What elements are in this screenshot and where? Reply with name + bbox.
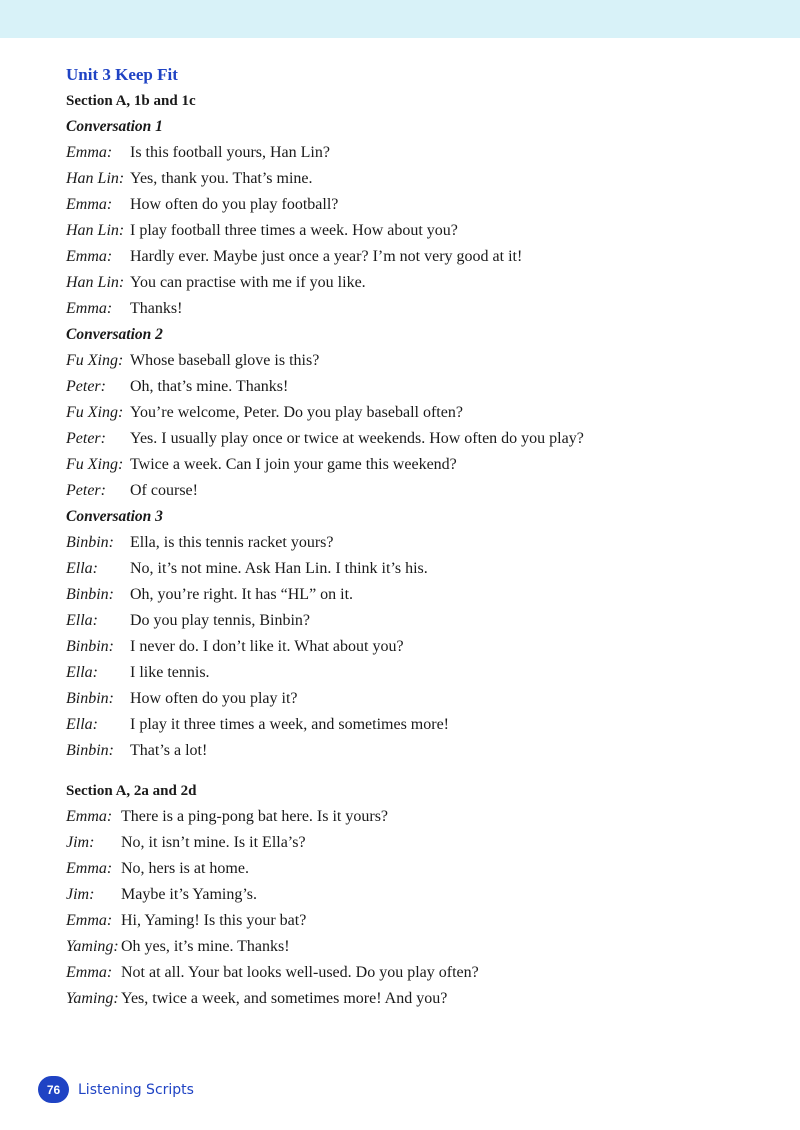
dialogue-text: Yes, thank you. That’s mine. (130, 170, 313, 187)
dialogue-line (66, 686, 766, 712)
dialogue-line (66, 374, 766, 400)
footer-title: Listening Scripts (78, 1081, 194, 1098)
dialogue-line (66, 830, 766, 856)
speaker-name: Han Lin: (66, 170, 125, 187)
dialogue-text: You’re welcome, Peter. Do you play baseball often? (130, 404, 463, 421)
dialogue-line (66, 960, 766, 986)
speaker-name: Emma: (66, 964, 113, 981)
dialogue-text: No, it’s not mine. Ask Han Lin. I think it’s his. (130, 560, 428, 577)
conversation-title: Conversation 2 (66, 326, 163, 343)
dialogue-line (66, 934, 766, 960)
dialogue-line (66, 530, 766, 556)
dialogue-text: Oh, you’re right. It has “HL” on it. (130, 586, 354, 603)
dialogue-line (66, 400, 766, 426)
speaker-name: Ella: (66, 716, 98, 733)
dialogue-line (66, 166, 766, 192)
dialogue-line (66, 582, 766, 608)
speaker-name: Yaming: (66, 938, 119, 955)
speaker-name: Ella: (66, 560, 98, 577)
speaker-name: Ella: (66, 612, 98, 629)
dialogue-text: Oh yes, it’s mine. Thanks! (121, 938, 290, 955)
dialogue-text: Hardly ever. Maybe just once a year? I’m not very good at it! (130, 248, 523, 265)
speaker-name: Peter: (66, 482, 106, 499)
page-content (66, 62, 766, 1012)
dialogue-line (66, 608, 766, 634)
dialogue-text: I like tennis. (130, 664, 210, 681)
dialogue-text: Ella, is this tennis racket yours? (130, 534, 334, 551)
dialogue-text: No, it isn’t mine. Is it Ella’s? (121, 834, 306, 851)
speaker-name: Ella: (66, 664, 98, 681)
speaker-name: Emma: (66, 860, 113, 877)
dialogue-text: How often do you play it? (130, 690, 298, 707)
speaker-name: Jim: (66, 886, 95, 903)
speaker-name: Fu Xing: (66, 456, 124, 473)
unit-title: Unit 3 Keep Fit (66, 65, 178, 84)
speaker-name: Emma: (66, 808, 113, 825)
dialogue-line (66, 634, 766, 660)
conversation-title: Conversation 3 (66, 508, 163, 525)
dialogue-line (66, 856, 766, 882)
dialogue-text: Yes. I usually play once or twice at weekends. How often do you play? (130, 430, 584, 447)
dialogue-text: I play it three times a week, and sometimes more! (130, 716, 450, 733)
dialogue-text: Maybe it’s Yaming’s. (121, 886, 258, 903)
speaker-name: Binbin: (66, 534, 114, 551)
dialogue-line (66, 478, 766, 504)
speaker-name: Emma: (66, 300, 113, 317)
dialogue-line (66, 556, 766, 582)
dialogue-line (66, 882, 766, 908)
speaker-name: Fu Xing: (66, 352, 124, 369)
dialogue-line (66, 218, 766, 244)
dialogue-line (66, 348, 766, 374)
speaker-name: Peter: (66, 430, 106, 447)
dialogue-line (66, 426, 766, 452)
speaker-name: Jim: (66, 834, 95, 851)
dialogue-line (66, 244, 766, 270)
dialogue-line (66, 452, 766, 478)
speaker-name: Peter: (66, 378, 106, 395)
speaker-name: Yaming: (66, 990, 119, 1007)
page-number-badge: 76 (38, 1076, 69, 1103)
speaker-name: Binbin: (66, 742, 114, 759)
section-gap (66, 764, 766, 778)
speaker-name: Fu Xing: (66, 404, 124, 421)
dialogue-text: I play football three times a week. How about you? (130, 222, 458, 239)
section-title-1: Section A, 1b and 1c (66, 93, 196, 109)
speaker-name: Emma: (66, 912, 113, 929)
dialogue-text: Oh, that’s mine. Thanks! (130, 378, 289, 395)
dialogue-text: Hi, Yaming! Is this your bat? (121, 912, 307, 929)
dialogue-text: You can practise with me if you like. (130, 274, 366, 291)
dialogue-line (66, 712, 766, 738)
speaker-name: Binbin: (66, 586, 114, 603)
section-2-body (66, 804, 766, 1012)
speaker-name: Han Lin: (66, 222, 125, 239)
speaker-name: Emma: (66, 144, 113, 161)
speaker-name: Binbin: (66, 690, 114, 707)
dialogue-line (66, 140, 766, 166)
page-footer (38, 1076, 194, 1103)
dialogue-text: I never do. I don’t like it. What about you? (130, 638, 404, 655)
section-1-body (66, 114, 766, 764)
dialogue-text: How often do you play football? (130, 196, 339, 213)
dialogue-text: Not at all. Your bat looks well-used. Do you play often? (121, 964, 479, 981)
speaker-name: Emma: (66, 196, 113, 213)
dialogue-line (66, 192, 766, 218)
dialogue-line (66, 986, 766, 1012)
top-band (0, 0, 800, 38)
dialogue-text: Thanks! (130, 300, 183, 317)
dialogue-line (66, 296, 766, 322)
dialogue-text: Of course! (130, 482, 198, 499)
dialogue-line (66, 738, 766, 764)
dialogue-line (66, 908, 766, 934)
dialogue-text: No, hers is at home. (121, 860, 249, 877)
dialogue-text: There is a ping-pong bat here. Is it yours? (121, 808, 389, 825)
dialogue-text: Is this football yours, Han Lin? (130, 144, 330, 161)
conversation-title: Conversation 1 (66, 118, 163, 135)
speaker-name: Han Lin: (66, 274, 125, 291)
dialogue-line (66, 270, 766, 296)
dialogue-text: Do you play tennis, Binbin? (130, 612, 310, 629)
dialogue-text: Whose baseball glove is this? (130, 352, 320, 369)
section-title-2: Section A, 2a and 2d (66, 783, 197, 799)
speaker-name: Emma: (66, 248, 113, 265)
dialogue-line (66, 660, 766, 686)
dialogue-text: Twice a week. Can I join your game this weekend? (130, 456, 457, 473)
dialogue-text: That’s a lot! (130, 742, 208, 759)
dialogue-line (66, 804, 766, 830)
speaker-name: Binbin: (66, 638, 114, 655)
dialogue-text: Yes, twice a week, and sometimes more! And you? (121, 990, 448, 1007)
